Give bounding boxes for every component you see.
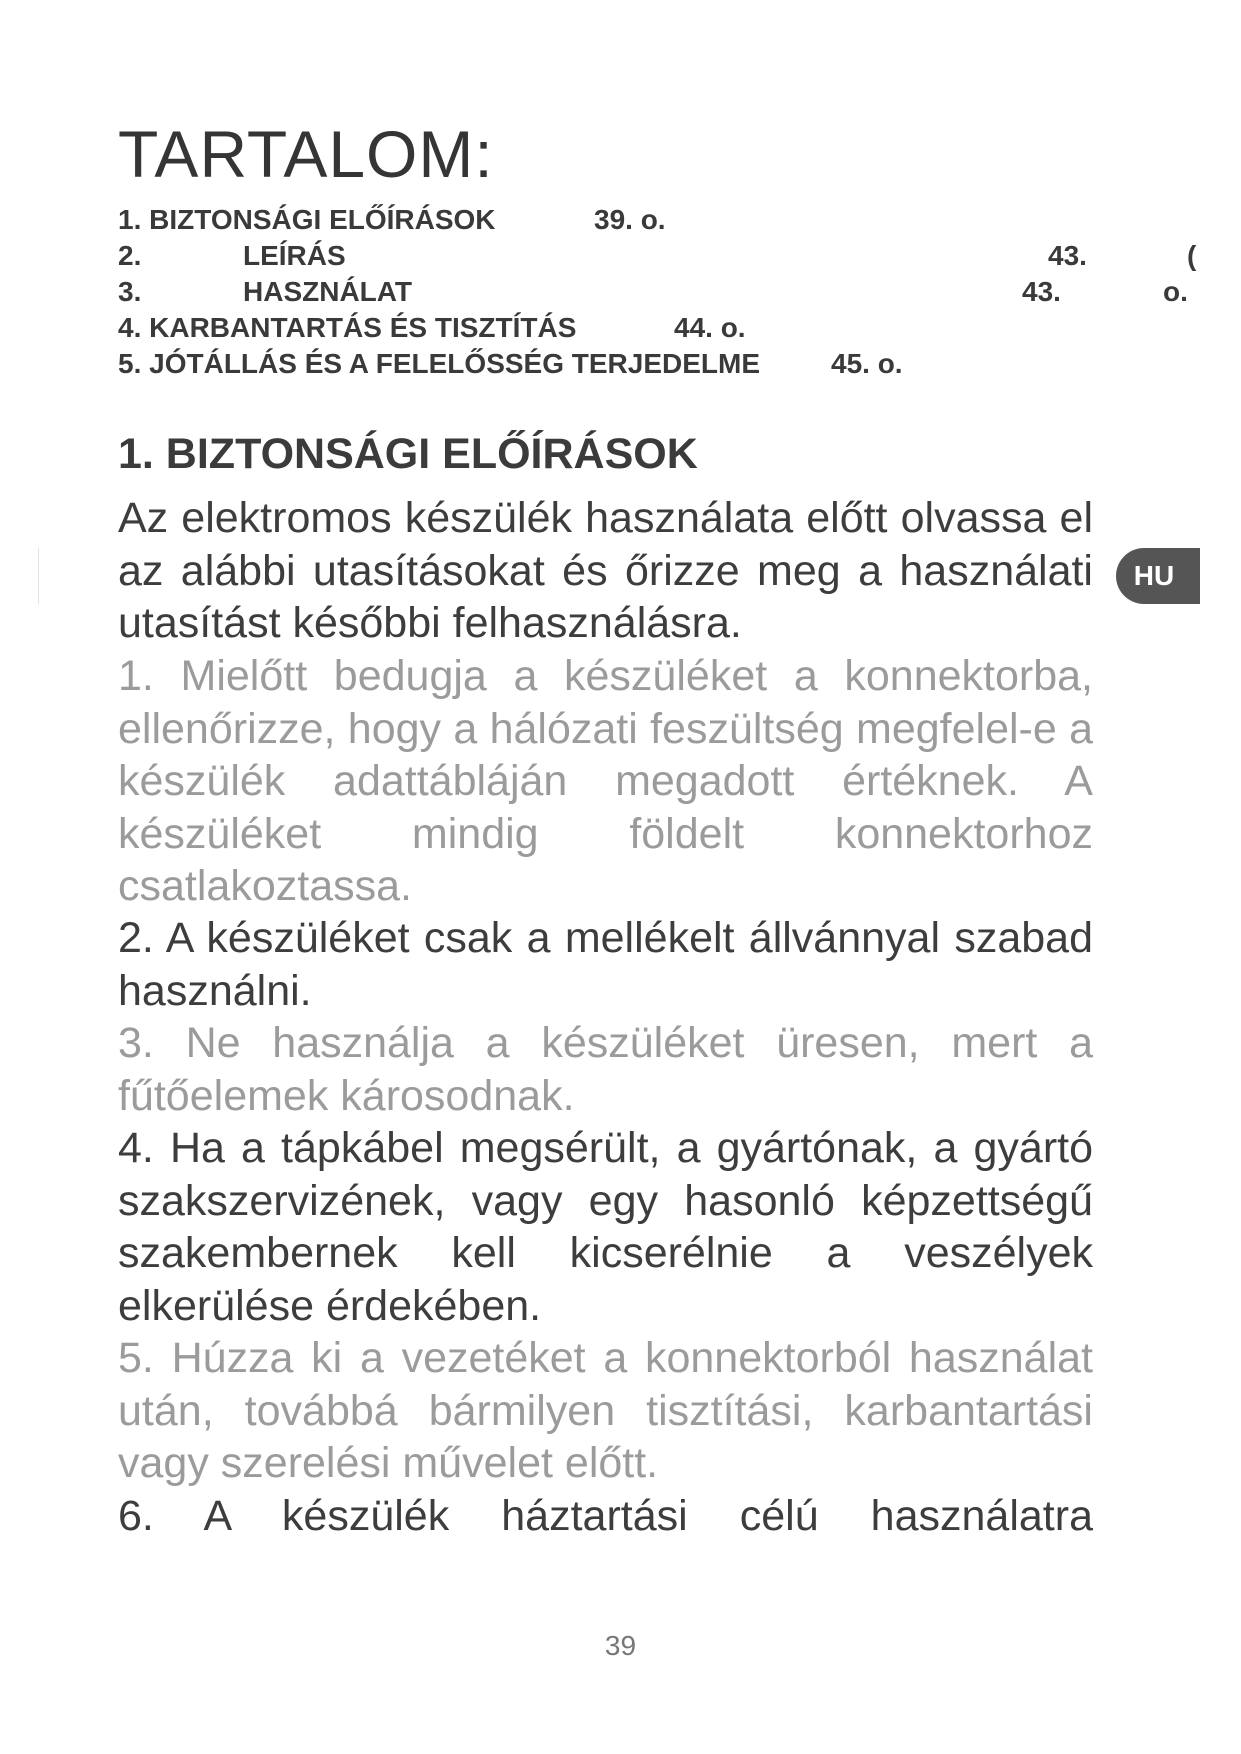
toc-page-suffix: (	[1187, 240, 1197, 271]
toc-num: 3.	[118, 276, 142, 307]
margin-line	[38, 548, 39, 604]
safety-item-2: 2. A készüléket csak a mellékelt állvánnyal szabad használni.	[118, 914, 1093, 1015]
toc-page: 39. o.	[594, 204, 666, 235]
toc-page: 43.	[1022, 276, 1061, 307]
safety-item-4: 4. Ha a tápkábel megsérült, a gyártónak, a gyártó szakszervizének, vagy egy hasonló képzettségű szakembernek kell kicserélnie a veszélyek elkerülése érdekében.	[118, 1124, 1093, 1330]
toc-label: HASZNÁLAT	[243, 276, 413, 307]
safety-item-3: 3. Ne használja a készüléket üresen, mert a fűtőelemek károsodnak.	[118, 1019, 1093, 1120]
page-title: TARTALOM:	[118, 117, 494, 191]
toc-page: 45. o.	[831, 348, 903, 379]
language-tab: HU	[1116, 548, 1200, 604]
toc-label: LEÍRÁS	[243, 240, 346, 271]
toc-label: JÓTÁLLÁS ÉS A FELELŐSSÉG TERJEDELME	[149, 348, 761, 379]
toc-num: 2.	[118, 240, 142, 271]
section-heading: 1. BIZTONSÁGI ELŐÍRÁSOK	[118, 430, 698, 478]
toc-page: 43.	[1048, 240, 1087, 271]
toc-page: 44. o.	[674, 312, 746, 343]
toc-num: 1.	[118, 204, 142, 235]
page-number: 39	[604, 1630, 637, 1661]
intro-paragraph: Az elektromos készülék használata előtt olvassa el az alábbi utasításokat és őrizze meg a használati utasítást későbbi felhasználásra.	[118, 494, 1093, 647]
toc-entry-5	[118, 347, 760, 381]
safety-item-6: 6. A készülék háztartási célú használatra	[118, 1492, 1093, 1540]
toc-label: KARBANTARTÁS ÉS TISZTÍTÁS	[149, 312, 577, 343]
toc-label: BIZTONSÁGI ELŐÍRÁSOK	[149, 204, 496, 235]
toc-num: 5.	[118, 348, 142, 379]
toc-num: 4.	[118, 312, 142, 343]
toc-page-suffix: o.	[1163, 276, 1188, 307]
toc-entry-1	[118, 203, 496, 237]
safety-item-5: 5. Húzza ki a vezetéket a konnektorból használat után, továbbá bármilyen tisztítási, karbantartási vagy szerelési művelet előtt.	[118, 1334, 1093, 1487]
toc-entry-4	[118, 311, 576, 345]
safety-item-1: 1. Mielőtt bedugja a készüléket a konnektorba, ellenőrizze, hogy a hálózati feszültség megfelel-e a készülék adattábláján megadott értéknek. A készüléket mindig földelt konnektorhoz csatlakoztassa.	[118, 652, 1093, 910]
